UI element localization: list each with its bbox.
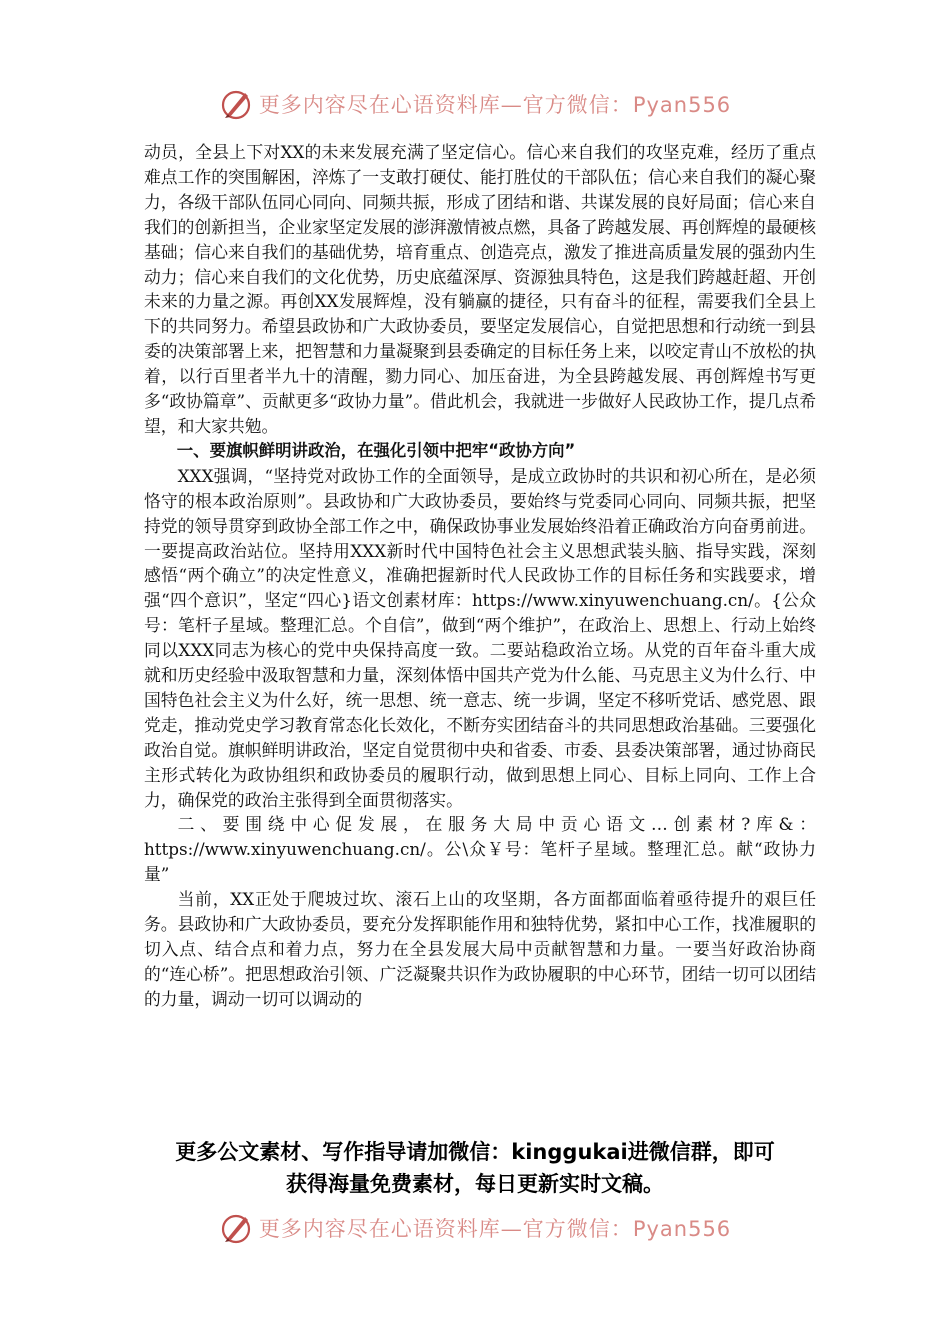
- promo-line-2: 获得海量免费素材，每日更新实时文稿。: [286, 1172, 664, 1196]
- promo-line-1: 更多公文素材、写作指导请加微信：kinggukai进微信群，即可: [175, 1140, 775, 1164]
- footer-banner: [0, 1208, 950, 1248]
- paragraph-section-1: XXX强调，“坚持党对政协工作的全面领导，是成立政协时的共识和初心所在，是必须恪守的根本政治原则”。县政协和广大政协委员，要始终与党委同心同向、同频共振，把坚持党的领导贯穿到政协全部工作之中，确保政协事业发展始终沿着正确政治方向奋勇前进。一要提高政治站位。坚持用XXX新时代中国特色社会主义思想武装头脑、指导实践，深刻感悟“两个确立”的决定性意义，准确把握新时代人民政协工作的目标任务和实践要求，增强“四个意识”，坚定“四心}语文创素材库：https://www.xinyuwenchuang.cn/。{公众号：笔杆子星域。整理汇总。个自信”，做到“两个维护”，在政治上、思想上、行动上始终同以XXX同志为核心的党中央保持高度一致。二要站稳政治立场。从党的百年奋斗重大成就和历史经验中汲取智慧和力量，深刻体悟中国共产党为什么能、马克思主义为什么行、中国特色社会主义为什么好，统一思想、统一意志、统一步调，坚定不移听党话、感党恩、跟党走，推动党史学习教育常态化长效化，不断夯实团结奋斗的共同思想政治基础。三要强化政治自觉。旗帜鲜明讲政治，坚定自觉贯彻中央和省委、市委、县委决策部署，通过协商民主形式转化为政协组织和政协委员的履职行动，做到思想上同心、目标上同向、工作上合力，确保党的政治主张得到全面贯彻落实。: [144, 465, 816, 810]
- pen-circle-logo-icon: [219, 1211, 253, 1245]
- paragraph-section-2: 当前，XX正处于爬坡过坎、滚石上山的攻坚期，各方面都面临着亟待提升的艰巨任务。县政协和广大政协委员，要充分发挥职能作用和独特优势，紧扣中心工作，找准履职的切入点、结合点和着力点，努力在全县发展大局中贡献智慧和力量。一要当好政治协商的“连心桥”。把思想政治引领、广泛凝聚共识作为政协履职的中心环节，团结一切可以团结的力量，调动一切可以调动的: [144, 889, 816, 1009]
- banner-text: 更多内容尽在心语资料库—官方微信：Pyan556: [258, 1217, 732, 1241]
- promo-notice: [130, 1136, 820, 1200]
- paragraph-intro: 动员，全县上下对XX的未来发展充满了坚定信心。信心来自我们的攻坚克难，经历了重点难点工作的突围解困，淬炼了一支敢打硬仗、能打胜仗的干部队伍；信心来自我们的凝心聚力，各级干部队伍同心同向、同频共振，形成了团结和谐、共谋发展的良好局面；信心来自我们的创新担当，企业家坚定发展的澎湃激情被点燃，具备了跨越发展、再创辉煌的最硬核基础；信心来自我们的基础优势，培育重点、创造亮点，激发了推进高质量发展的强劲内生动力；信心来自我们的文化优势，历史底蕴深厚、资源独具特色，这是我们跨越赶超、开创未来的力量之源。再创XX发展辉煌，没有躺赢的捷径，只有奋斗的征程，需要我们全县上下的共同努力。希望县政协和广大政协委员，要坚定发展信心，自觉把思想和行动统一到县委的决策部署上来，把智慧和力量凝聚到县委确定的目标任务上来，以咬定青山不放松的执着，以行百里者半九十的清醒，勠力同心、加压奋进，为全县跨越发展、再创辉煌书写更多“政协篇章”、贡献更多“政协力量”。借此机会，我就进一步做好人民政协工作，提几点希望，和大家共勉。: [144, 142, 817, 436]
- section-heading-1: 一、要旗帜鲜明讲政治，在强化引领中把牢“政协方向”: [176, 440, 576, 460]
- header-banner: [0, 84, 950, 124]
- document-body: [144, 140, 816, 1012]
- pen-circle-logo-icon: [219, 87, 253, 121]
- banner-text: 更多内容尽在心语资料库—官方微信：Pyan556: [258, 93, 732, 117]
- section-heading-2: 二、要围绕中心促发展，在服务大局中贡心语文…创素材?库&：https://www.xinyuwenchuang.cn/。公\众￥号：笔杆子星域。整理汇总。献“政协力量”: [144, 814, 816, 885]
- wechat-id: Pyan556: [632, 1217, 732, 1241]
- wechat-id: Pyan556: [632, 93, 732, 117]
